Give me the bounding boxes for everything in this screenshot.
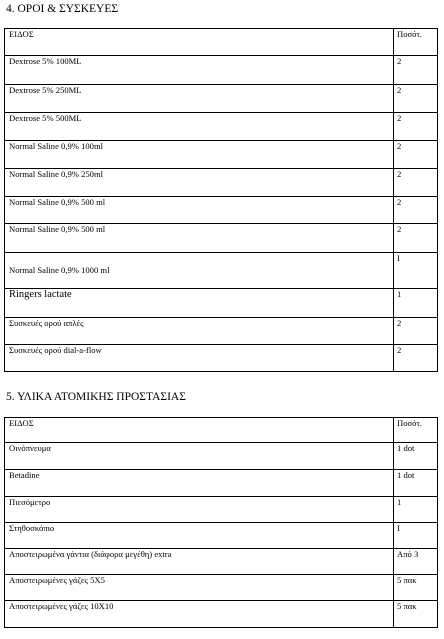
table-row — [5, 224, 438, 253]
item-cell: Πιεσόμετρο — [5, 497, 394, 523]
header-qty: Ποσότ. — [394, 29, 438, 56]
qty-cell: 1 — [394, 497, 438, 523]
section-4-title: 4. ΟΡΟΙ & ΣΥΣΚΕΥΕΣ — [6, 3, 119, 15]
qty-cell: 2 — [394, 141, 438, 169]
table-row — [5, 169, 438, 197]
item-cell: Ringers lactate — [5, 289, 394, 318]
qty-cell: 2 — [394, 85, 438, 113]
table-row — [5, 141, 438, 169]
qty-cell: 5 πακ — [394, 575, 438, 601]
item-cell: Normal Saline 0,9% 250ml — [5, 169, 394, 197]
qty-cell: 1 dot — [394, 470, 438, 497]
qty-cell: 1 dot — [394, 443, 438, 470]
item-cell: Normal Saline 0,9% 500 ml — [5, 224, 394, 253]
item-cell: Dextrose 5% 100ML — [5, 56, 394, 85]
table-header-row — [5, 418, 438, 443]
item-cell: Dextrose 5% 250ML — [5, 85, 394, 113]
header-item: ΕΙΔΟΣ — [5, 418, 394, 443]
qty-cell: 1 — [394, 289, 438, 318]
qty-cell: 5 πακ — [394, 601, 438, 628]
item-cell: Αποστειρωμένα γάντια (διάφορα μεγέθη) extra — [5, 549, 394, 575]
qty-cell: 2 — [394, 224, 438, 253]
qty-cell: 2 — [394, 318, 438, 345]
qty-cell: 2 — [394, 197, 438, 224]
table-row — [5, 318, 438, 345]
header-qty: Ποσότ. — [394, 418, 438, 443]
item-cell: Normal Saline 0,9% 100ml — [5, 141, 394, 169]
section-4-table — [4, 28, 438, 372]
item-cell: Normal Saline 0,9% 1000 ml — [5, 253, 394, 289]
section-5-table — [4, 417, 438, 628]
table-row — [5, 345, 438, 372]
table-header-row — [5, 29, 438, 56]
item-cell: Συσκευές ορού dial-a-flow — [5, 345, 394, 372]
qty-cell: 2 — [394, 169, 438, 197]
item-cell: Normal Saline 0,9% 500 ml — [5, 197, 394, 224]
table-row — [5, 443, 438, 470]
table-row — [5, 575, 438, 601]
section-5-title: 5. ΥΛΙΚΑ ΑΤΟΜΙΚΗΣ ΠΡΟΣΤΑΣΙΑΣ — [6, 391, 186, 403]
item-cell: Οινόπνευμα — [5, 443, 394, 470]
item-cell: Dextrose 5% 500ML — [5, 113, 394, 141]
qty-cell: Από 3 — [394, 549, 438, 575]
item-cell: Αποστειρωμένες γάζες 10Χ10 — [5, 601, 394, 628]
table-row — [5, 601, 438, 628]
table-row — [5, 289, 438, 318]
header-item: ΕΙΔΟΣ — [5, 29, 394, 56]
qty-cell: I — [394, 523, 438, 549]
item-cell: Αποστειρωμένες γάζες 5Χ5 — [5, 575, 394, 601]
table-row — [5, 549, 438, 575]
table-row — [5, 523, 438, 549]
table-row — [5, 497, 438, 523]
qty-cell: I — [394, 253, 438, 289]
item-cell: Συσκευές ορού απλές — [5, 318, 394, 345]
table-row — [5, 56, 438, 85]
table-row — [5, 470, 438, 497]
qty-cell: 2 — [394, 113, 438, 141]
qty-cell: 2 — [394, 56, 438, 85]
item-cell: Στηθοσκόπιο — [5, 523, 394, 549]
table-row — [5, 113, 438, 141]
table-row — [5, 85, 438, 113]
item-cell: Betadine — [5, 470, 394, 497]
table-row — [5, 197, 438, 224]
table-row — [5, 253, 438, 289]
qty-cell: 2 — [394, 345, 438, 372]
